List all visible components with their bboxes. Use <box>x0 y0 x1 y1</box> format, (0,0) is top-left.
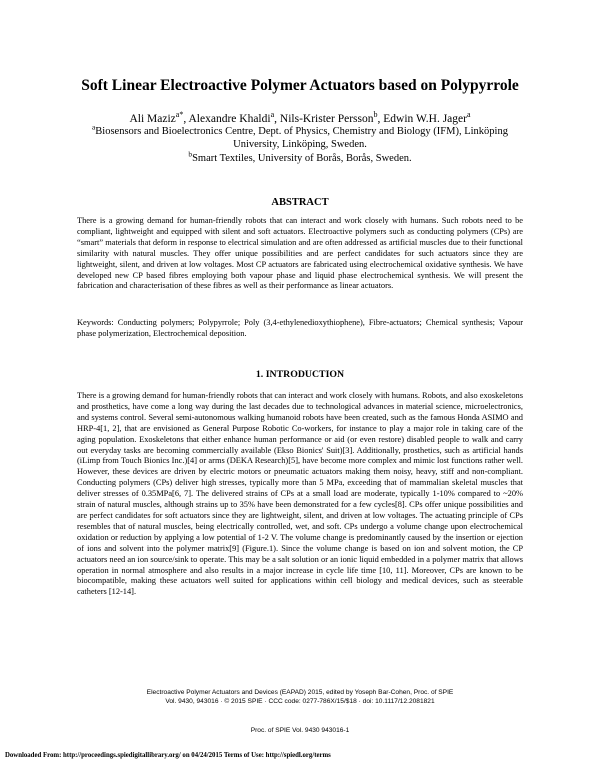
author-list: Ali Maziz$^{a*}$, Alexandre Khaldi$^a$, Nils-Krister Persson$^b$, Edwin W.H. Jager$^a$ <box>129 110 471 125</box>
abstract-heading: ABSTRACT <box>271 197 329 208</box>
citation-line: Electroactive Polymer Actuators and Devices (EAPAD) 2015, edited by Yoseph Bar-Cohen, Proc. of SPIE <box>146 689 454 696</box>
author-affiliation-mark: a <box>270 110 275 120</box>
abstract-text: There is a growing demand for human-friendly robots that can interact and work closely with humans. Such robots need to be compliant, lightweight and equipped with silent and soft actuators. Electroactive polymers such as conducting polymers (CPs) are “smart” materials that deform in response to electrical simulation and are often addressed as artificial muscles due to their functional similarity with natural muscles. They offer unique possibilities and are perfect candidates for such actuators since they are lightweight, silent, and driven at low voltages. Most CP actuators are fabricated using electrochemical oxidative synthesis. We have developed new CP based fibres employing both vapour phase and liquid phase electrochemical synthesis. We will present the fabrication and characterisation of these fibres as well as their performance as linear actuators. <box>77 216 523 291</box>
author-affiliation-mark: b <box>373 110 378 120</box>
citation-line: Vol. 9430, 943016 · © 2015 SPIE · CCC code: 0277-786X/15/$18 · doi: 10.1117/12.2081821 <box>165 697 435 705</box>
affiliation-text: Biosensors and Bioelectronics Centre, Dept. of Physics, Chemistry and Biology (IFM), Linköping University, Linköping, Sweden. <box>95 126 508 150</box>
citation-footer <box>80 689 520 706</box>
author-affiliation-mark: a <box>466 110 471 120</box>
affiliation <box>90 149 510 165</box>
author-name: Alexandre Khaldi <box>188 113 271 125</box>
page-number: Proc. of SPIE Vol. 9430 943016-1 <box>250 727 350 734</box>
introduction-text: There is a growing demand for human-friendly robots that can interact and work closely with humans. Robots, and also exoskeletons and prosthetics, have come a long way during the last decades due to technological advances in material science, microelectronics, and systems control. Several semi-autonomous walking humanoid robots have been created, such as the famous Honda ASIMO and HRP-4[1, 2], that are envisioned as General Purpose Robotic Co-workers, for instance to play a major role in taking care of the aging population. Exoskeletons that either enhance human performance or aid (or even restore) disabled people to walk and carry out everyday tasks are becoming commercially available (Ekso Bionics' Suit)[3]. Additionally, prosthetics, such as artificial hands (iLimp from Touch Bionics Inc.)[4] or arms (DEKA Research)[5], have become more complex and mimic lost functions rather well. However, these devices are driven by electric motors or pneumatic actuators making them noisy, heavy, stiff and non-compliant. Conducting polymers (CPs) deliver high stresses, typically more than 5 MPa, exceeding that of mammalian skeletal muscles that deliver stresses of 0.35MPa[6, 7]. The delivered strains of CPs at a small load are moderate, typically 1-10% compared to ~20% strain of natural muscles, although strains up to 35% have been demonstrated for a few cycles[8]. CPs offer unique possibilities and are perfect candidates for soft actuators since they are lightweight, silent, and driven at low voltages. The actuating principle of CPs resembles that of natural muscles, being electrically controlled, wet, and soft. CPs undergo a volume change upon electrochemical oxidation or reduction by applying a low potential of 1-2 V. The volume change is predominantly caused by the insertion or ejection of ions and solvent into the polymer matrix[9] (Figure.1). Since the volume change is based on ion and solvent motion, the CP actuators need an ion source/sink to operate. This may be a salt solution or an ionic liquid embedded in a polymer matrix that allows operation in normal atmosphere and also results in a major increase in cycle life time [10, 11]. Moreover, CPs are known to be biocompatible, making these actuators well suited for applications within cell biology and medical devices, such as steerable catheters [12-14]. <box>77 391 523 597</box>
author-name: Nils-Krister Persson <box>279 113 374 125</box>
author-affiliation-mark: a* <box>175 110 184 120</box>
affiliation-mark: b <box>188 149 193 159</box>
author-name: Edwin W.H. Jager <box>383 113 467 125</box>
paper-title: Soft Linear Electroactive Polymer Actuators based on Polypyrrole <box>81 77 519 94</box>
keywords: Keywords: Conducting polymers; Polypyrrole; Poly (3,4-ethylenedioxythiophene), Fibre-actuators; Chemical synthesis; Vapour phase polymerization, Electrochemical deposition. <box>77 318 523 338</box>
section-heading-introduction: 1. INTRODUCTION <box>255 369 345 380</box>
affiliation-mark: a <box>92 122 96 132</box>
affiliation <box>90 122 510 151</box>
download-notice: Downloaded From: http://proceedings.spiedigitallibrary.org/ on 04/24/2015 Terms of Use: http://spiedl.org/terms <box>5 752 331 759</box>
author-name: Ali Maziz <box>129 113 176 125</box>
affiliation-text: Smart Textiles, University of Borås, Borås, Sweden. <box>192 153 412 164</box>
